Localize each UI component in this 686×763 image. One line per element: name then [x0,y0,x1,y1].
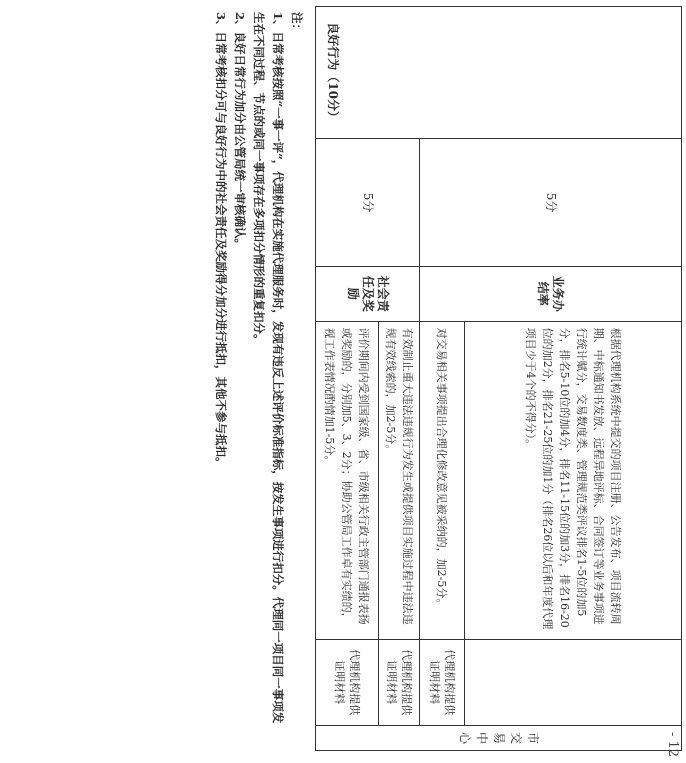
standard-cell: 评价期间内受到国家级、省、市级相关行政主管部门通报表扬或奖励的，分别加5、3、2分；协助公管局工作卓有实绩的，视工作表情况酌情加1-5分。 [316,321,379,639]
source-cell [465,639,682,725]
note-item: 2、良好日常行为加分由公管局统一审核确认。 [233,12,247,250]
points-cell: 5分 [316,139,420,267]
standard-cell: 有效制止重大违法违规行为发生或提供项目实施过程中违法违规有效线索的，加2-5分。 [379,321,420,639]
scoring-table [315,6,682,751]
source-cell: 代理机构提供证明材料 [316,639,379,725]
table-row [465,7,682,751]
source-cell: 代理机构提供证明材料 [379,639,420,725]
page-number: - 12 [665,731,680,757]
standard-cell: 根据代理机构系统中提交的项目注册、公告发布、项目流转周期、中标通知书发放、远程异地评标、合同签订等业务事项进行统计赋分，交易数度类、管理规范类评议排名1-5位的加5分，排名5-10位的加4分，排名11-15位的加3分，排名16-20位的加2分，排名21-25位的加1分（排名26位以后和年度代理项目少于4个的不得分）。 [465,321,682,639]
item-cell: 社会责任及奖励 [316,266,420,321]
notes-section [211,12,306,732]
category-label: 良好行为（10分） [326,22,340,123]
item-cell: 业务办结率 [420,266,682,321]
category-cell [316,7,682,139]
note-item: 3、日常考核扣分可与良好行为中的社会责任及奖励得分加分进行抵扣，其他不参与抵扣。 [214,12,228,469]
points-cell: 5分 [420,139,682,267]
note-item: 1、日常考核按照“一事一评”，代理机构在实施代理服务时，发现有违反上述评价标准指标，按发生事项进行扣分。代理同一项目同一事项发生在不同过程、节点的或同一事项存在多项扣分情形的重复扣分。 [252,12,285,724]
standard-cell: 对交易相关事项提出合理化修改意见被采纳的，加2-5分。 [420,321,465,639]
source-cell: 代理机构提供证明材料 [420,639,465,725]
notes-heading: 注： [290,12,304,35]
dept-cell: 市交易中心 [316,725,682,750]
